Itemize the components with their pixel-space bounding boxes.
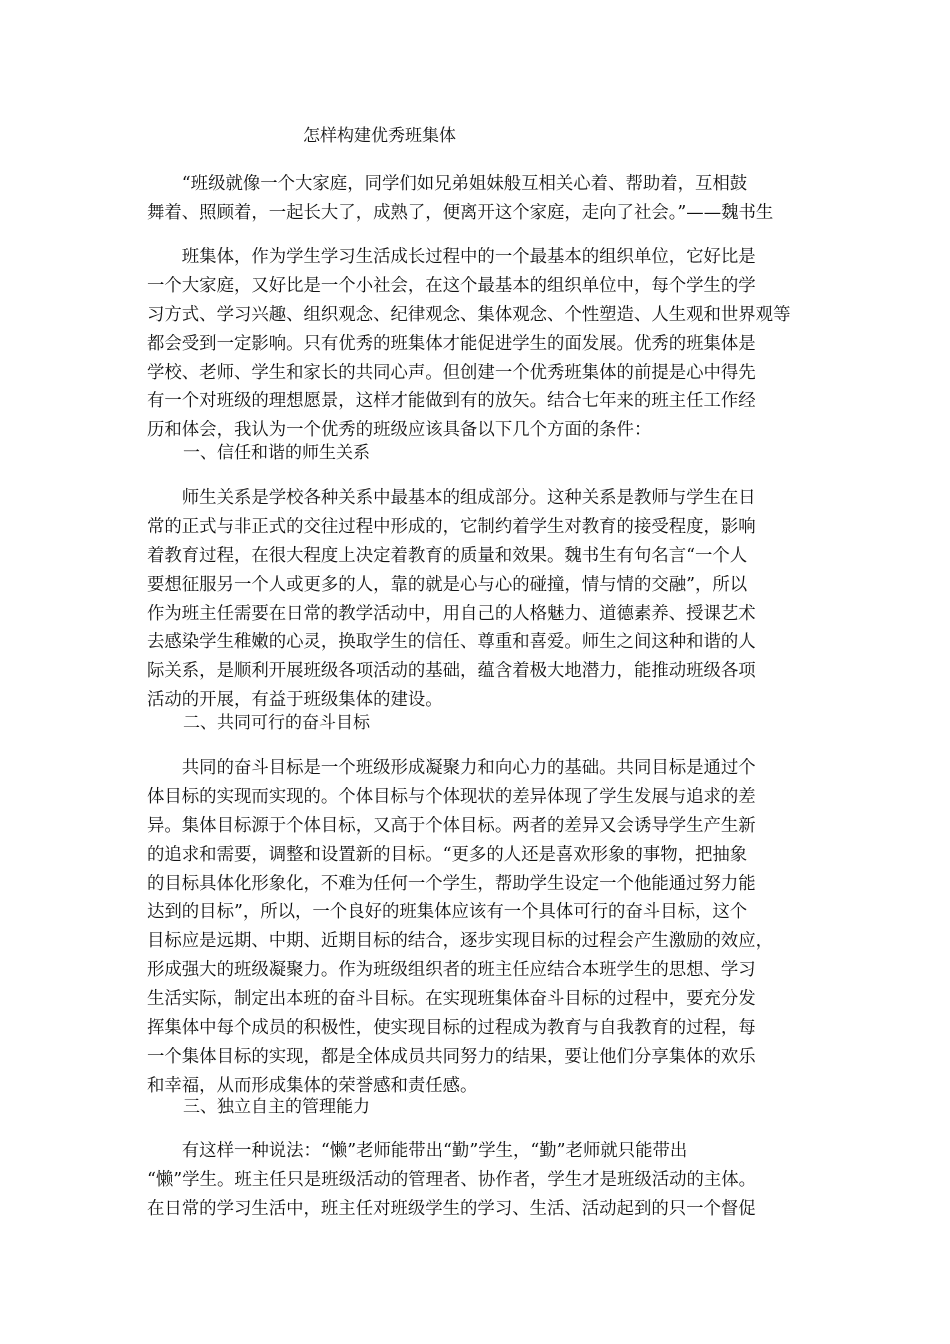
paragraph-line: “班级就像一个大家庭，同学们如兄弟姐妹般互相关心着、帮助着，互相鼓: [147, 174, 748, 194]
quote-paragraph: [147, 170, 807, 228]
paragraph-line: 际关系，是顺利开展班级各项活动的基础，蕴含着极大地潜力，能推动班级各项: [147, 661, 756, 682]
paragraph-line: 生活实际，制定出本班的奋斗目标。在实现班集体奋斗目标的过程中，要充分发: [147, 989, 756, 1010]
paragraph-line: 挥集体中每个成员的积极性，使实现目标的过程成为教育与自我教育的过程，每: [147, 1018, 756, 1039]
section-3-paragraph: [147, 1137, 807, 1224]
section-1-paragraph: [147, 484, 807, 715]
paragraph-line: 习方式、学习兴趣、组织观念、纪律观念、集体观念、个性塑造、人生观和世界观等: [147, 304, 791, 325]
paragraph-line: 舞着、照顾着，一起长大了，成熟了，便离开这个家庭，走向了社会。”——魏书生: [147, 202, 774, 223]
paragraph-line: 作为班主任需要在日常的教学活动中，用自己的人格魅力、道德素养、授课艺术: [147, 603, 756, 624]
paragraph-line: 和幸福，从而形成集体的荣誉感和责任感。: [147, 1075, 478, 1096]
paragraph-line: 的目标具体化形象化，不难为任何一个学生，帮助学生设定一个他能通过努力能: [147, 873, 756, 894]
paragraph-line: 异。集体目标源于个体目标，又高于个体目标。两者的差异又会诱导学生产生新: [147, 815, 756, 836]
intro-paragraph: [147, 243, 807, 445]
paragraph-line: 达到的目标”，所以，一个良好的班集体应该有一个具体可行的奋斗目标，这个: [147, 902, 748, 923]
paragraph-line: 的追求和需要，调整和设置新的目标。“更多的人还是喜欢形象的事物，把抽象: [147, 844, 748, 865]
section-heading-3: 三、独立自主的管理能力: [183, 1097, 370, 1117]
paragraph-line: 师生关系是学校各种关系中最基本的组成部分。这种关系是教师与学生在日: [147, 488, 756, 508]
section-heading-2: 二、共同可行的奋斗目标: [183, 713, 370, 733]
paragraph-line: 常的正式与非正式的交往过程中形成的，它制约着学生对教育的接受程度，影响: [147, 516, 756, 537]
paragraph-line: 活动的开展，有益于班级集体的建设。: [147, 690, 443, 711]
paragraph-line: 目标应是远期、中期、近期目标的结合，逐步实现目标的过程会产生激励的效应，: [147, 931, 774, 952]
paragraph-line: 去感染学生稚嫩的心灵，换取学生的信任、尊重和喜爱。师生之间这种和谐的人: [147, 632, 756, 653]
paragraph-line: 有一个对班级的理想愿景，这样才能做到有的放矢。结合七年来的班主任工作经: [147, 391, 756, 412]
paragraph-line: 历和体会，我认为一个优秀的班级应该具备以下几个方面的条件：: [147, 420, 652, 441]
paragraph-line: 体目标的实现而实现的。个体目标与个体现状的差异体现了学生发展与追求的差: [147, 786, 756, 807]
paragraph-line: 着教育过程，在很大程度上决定着教育的质量和效果。魏书生有句名言“一个人: [147, 545, 748, 566]
paragraph-line: 一个集体目标的实现，都是全体成员共同努力的结果，要让他们分享集体的欢乐: [147, 1046, 756, 1067]
paragraph-line: 学校、老师、学生和家长的共同心声。但创建一个优秀班集体的前提是心中得先: [147, 362, 756, 383]
document-title: 怎样构建优秀班集体: [303, 126, 456, 146]
paragraph-line: 要想征服另一个人或更多的人，靠的就是心与心的碰撞，情与情的交融”，所以: [147, 574, 748, 595]
paragraph-line: 共同的奋斗目标是一个班级形成凝聚力和向心力的基础。共同目标是通过个: [147, 758, 756, 778]
paragraph-line: 有这样一种说法：“懒”老师能带出“勤”学生，“勤”老师就只能带出: [147, 1141, 688, 1161]
paragraph-line: 一个大家庭，又好比是一个小社会，在这个最基本的组织单位中，每个学生的学: [147, 275, 756, 296]
paragraph-line: 在日常的学习生活中，班主任对班级学生的学习、生活、活动起到的只一个督促: [147, 1198, 756, 1219]
section-heading-1: 一、信任和谐的师生关系: [183, 443, 370, 463]
section-2-paragraph: [147, 754, 807, 1101]
paragraph-line: “懒”学生。班主任只是班级活动的管理者、协作者，学生才是班级活动的主体。: [147, 1169, 757, 1190]
paragraph-line: 形成强大的班级凝聚力。作为班级组织者的班主任应结合本班学生的思想、学习: [147, 960, 756, 981]
paragraph-line: 都会受到一定影响。只有优秀的班集体才能促进学生的面发展。优秀的班集体是: [147, 333, 756, 354]
paragraph-line: 班集体，作为学生学习生活成长过程中的一个最基本的组织单位，它好比是: [147, 247, 756, 267]
